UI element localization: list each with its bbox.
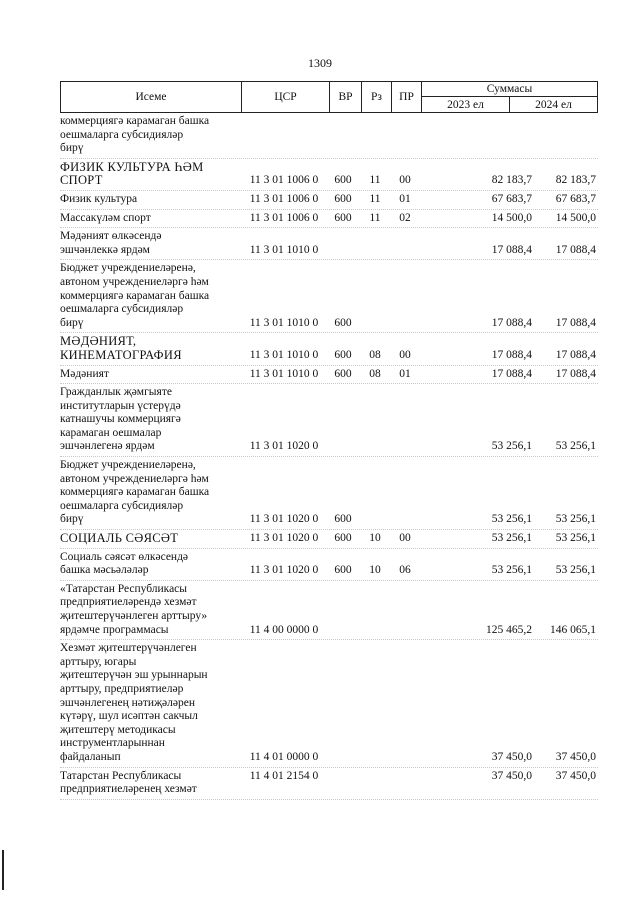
row-vr: 600 xyxy=(334,174,352,187)
row-pr: 00 xyxy=(399,532,411,545)
table-row xyxy=(60,193,598,210)
row-name: ФИЗИК КУЛЬТУРА ҺӘМ СПОРТ xyxy=(60,159,204,188)
row-vr: 600 xyxy=(334,513,352,526)
table-row xyxy=(60,230,598,260)
table-row xyxy=(60,459,598,530)
row-value-2024: 17 088,4 xyxy=(555,348,596,361)
header-vr: ВР xyxy=(329,82,361,112)
row-value-2023: 53 256,1 xyxy=(491,513,532,526)
row-name: МӘДӘНИЯТ, КИНЕМАТОГРАФИЯ xyxy=(60,334,182,362)
row-vr: 600 xyxy=(334,316,352,329)
margin-mark xyxy=(2,850,4,890)
row-divider xyxy=(60,158,598,159)
row-value-2024: 17 088,4 xyxy=(555,367,596,380)
row-csr: 11 4 01 0000 0 xyxy=(249,750,319,763)
row-divider xyxy=(60,548,598,549)
row-value-2024: 14 500,0 xyxy=(555,211,596,224)
row-csr: 11 4 01 2154 0 xyxy=(249,769,319,782)
row-pr: 00 xyxy=(399,174,411,187)
table-row xyxy=(60,212,598,229)
row-value-2024: 53 256,1 xyxy=(555,532,596,545)
row-csr: 11 3 01 1020 0 xyxy=(249,513,319,526)
table-row xyxy=(60,262,598,333)
row-value-2023: 17 088,4 xyxy=(491,243,532,256)
row-divider xyxy=(60,580,598,581)
table-row xyxy=(60,368,598,385)
table-row xyxy=(60,551,598,581)
header-year-2024: 2024 ел xyxy=(509,97,597,112)
row-vr: 600 xyxy=(334,532,352,545)
row-csr: 11 3 01 1006 0 xyxy=(249,192,319,205)
table-row xyxy=(60,642,598,767)
row-value-2024: 146 065,1 xyxy=(550,623,596,636)
header-csr: ЦСР xyxy=(241,82,329,112)
row-divider xyxy=(60,190,598,191)
row-divider xyxy=(60,383,598,384)
row-value-2023: 125 465,2 xyxy=(486,623,532,636)
header-year-2023: 2023 ел xyxy=(421,97,509,112)
row-name: Бюджет учреждениеләренә, автоном учреждениеләргә һәм коммерциягә карамаган башка оешмаларга субсидияләр бирү xyxy=(60,262,210,329)
table-row xyxy=(60,532,598,549)
row-rz: 11 xyxy=(369,174,381,187)
row-divider xyxy=(60,767,598,768)
row-vr: 600 xyxy=(334,192,352,205)
row-csr: 11 3 01 1010 0 xyxy=(249,316,319,329)
row-vr: 600 xyxy=(334,564,352,577)
row-value-2024: 17 088,4 xyxy=(555,316,596,329)
row-rz: 08 xyxy=(369,348,381,361)
row-pr: 01 xyxy=(399,192,411,205)
row-pr: 01 xyxy=(399,367,411,380)
row-divider xyxy=(60,209,598,210)
row-divider xyxy=(60,365,598,366)
row-csr: 11 3 01 1010 0 xyxy=(249,367,319,380)
row-pr: 02 xyxy=(399,211,411,224)
row-rz: 11 xyxy=(369,211,381,224)
row-rz: 11 xyxy=(369,192,381,205)
row-csr: 11 3 01 1006 0 xyxy=(249,174,319,187)
row-name: Социаль сәясәт өлкәсендә башка мәсьәләләр xyxy=(60,550,189,577)
row-divider xyxy=(60,639,598,640)
table-header xyxy=(60,81,598,113)
row-name: Бюджет учреждениеләренә, автоном учреждениеләргә һәм коммерциягә карамаган башка оешмаларга субсидияләр бирү xyxy=(60,459,210,526)
row-csr: 11 3 01 1006 0 xyxy=(249,211,319,224)
row-name: Хезмәт җитештерүчәнлеген арттыру, югары җитештерүчән эш урыннарын арттыру, предприятиеләр эшчәнлегенең нәтиҗәләрен күтәрү, шул исәптән сакчыл җитештерү методикасы инструментларыннан файдаланып xyxy=(60,642,208,763)
row-value-2023: 17 088,4 xyxy=(491,367,532,380)
row-value-2023: 82 183,7 xyxy=(491,174,532,187)
row-divider xyxy=(60,259,598,260)
row-value-2023: 37 450,0 xyxy=(491,750,532,763)
row-value-2024: 37 450,0 xyxy=(555,750,596,763)
row-divider xyxy=(60,332,598,333)
row-value-2023: 67 683,7 xyxy=(491,192,532,205)
row-value-2024: 53 256,1 xyxy=(555,440,596,453)
row-value-2024: 82 183,7 xyxy=(555,174,596,187)
row-value-2024: 37 450,0 xyxy=(555,769,596,782)
row-csr: 11 4 00 0000 0 xyxy=(249,623,319,636)
row-divider xyxy=(60,227,598,228)
row-csr: 11 3 01 1020 0 xyxy=(249,532,319,545)
header-pr: ПР xyxy=(391,82,421,112)
table-row xyxy=(60,386,598,457)
row-pr: 00 xyxy=(399,348,411,361)
row-value-2023: 17 088,4 xyxy=(491,316,532,329)
row-vr: 600 xyxy=(334,367,352,380)
row-value-2023: 53 256,1 xyxy=(491,440,532,453)
table-row xyxy=(60,335,598,365)
row-value-2023: 37 450,0 xyxy=(491,769,532,782)
row-divider xyxy=(60,456,598,457)
row-vr: 600 xyxy=(334,348,352,361)
row-value-2024: 17 088,4 xyxy=(555,243,596,256)
table-body xyxy=(60,113,598,800)
header-rz: Рз xyxy=(361,82,391,112)
row-name: СОЦИАЛЬ СӘЯСӘТ xyxy=(60,531,179,546)
row-name: Мәдәният өлкәсендә эшчәнлеккә ярдәм xyxy=(60,230,162,256)
row-name: Массакүләм спорт xyxy=(60,211,151,224)
table-row xyxy=(60,161,598,191)
row-value-2023: 14 500,0 xyxy=(491,211,532,224)
table-row xyxy=(60,770,598,800)
row-value-2024: 67 683,7 xyxy=(555,192,596,205)
row-name: «Татарстан Республикасы предприятиеләрендә хезмәт җитештерүчәнлеген арттыру» ярдәмче программасы xyxy=(60,582,208,636)
header-sums: Суммасы xyxy=(421,82,597,97)
row-value-2023: 53 256,1 xyxy=(491,532,532,545)
budget-table xyxy=(60,81,598,802)
row-rz: 08 xyxy=(369,367,381,380)
page-number: 1309 xyxy=(308,56,332,70)
row-name: Татарстан Республикасы предприятиеләренең хезмәт xyxy=(60,769,197,796)
row-csr: 11 3 01 1010 0 xyxy=(249,348,319,361)
row-rz: 10 xyxy=(369,564,381,577)
row-value-2024: 53 256,1 xyxy=(555,513,596,526)
row-csr: 11 3 01 1010 0 xyxy=(249,243,319,256)
row-name: коммерциягә карамаган башка оешмаларга субсидияләр бирү xyxy=(60,115,210,155)
row-name: Мәдәният xyxy=(60,367,109,380)
header-name: Исеме xyxy=(135,91,167,103)
row-rz: 10 xyxy=(369,532,381,545)
row-divider xyxy=(60,529,598,530)
table-row xyxy=(60,583,598,640)
row-vr: 600 xyxy=(334,211,352,224)
row-csr: 11 3 01 1020 0 xyxy=(249,440,319,453)
table-row xyxy=(60,113,598,159)
row-csr: 11 3 01 1020 0 xyxy=(249,564,319,577)
row-name: Физик культура xyxy=(60,192,138,205)
row-name: Гражданлык җәмгыяте институтларын үстерүдә катнашучы коммерциягә карамаган оешмалар эшчәнлегенә ярдәм xyxy=(60,386,181,453)
row-pr: 06 xyxy=(399,564,411,577)
row-divider xyxy=(60,799,598,800)
row-value-2024: 53 256,1 xyxy=(555,564,596,577)
row-value-2023: 53 256,1 xyxy=(491,564,532,577)
row-value-2023: 17 088,4 xyxy=(491,348,532,361)
